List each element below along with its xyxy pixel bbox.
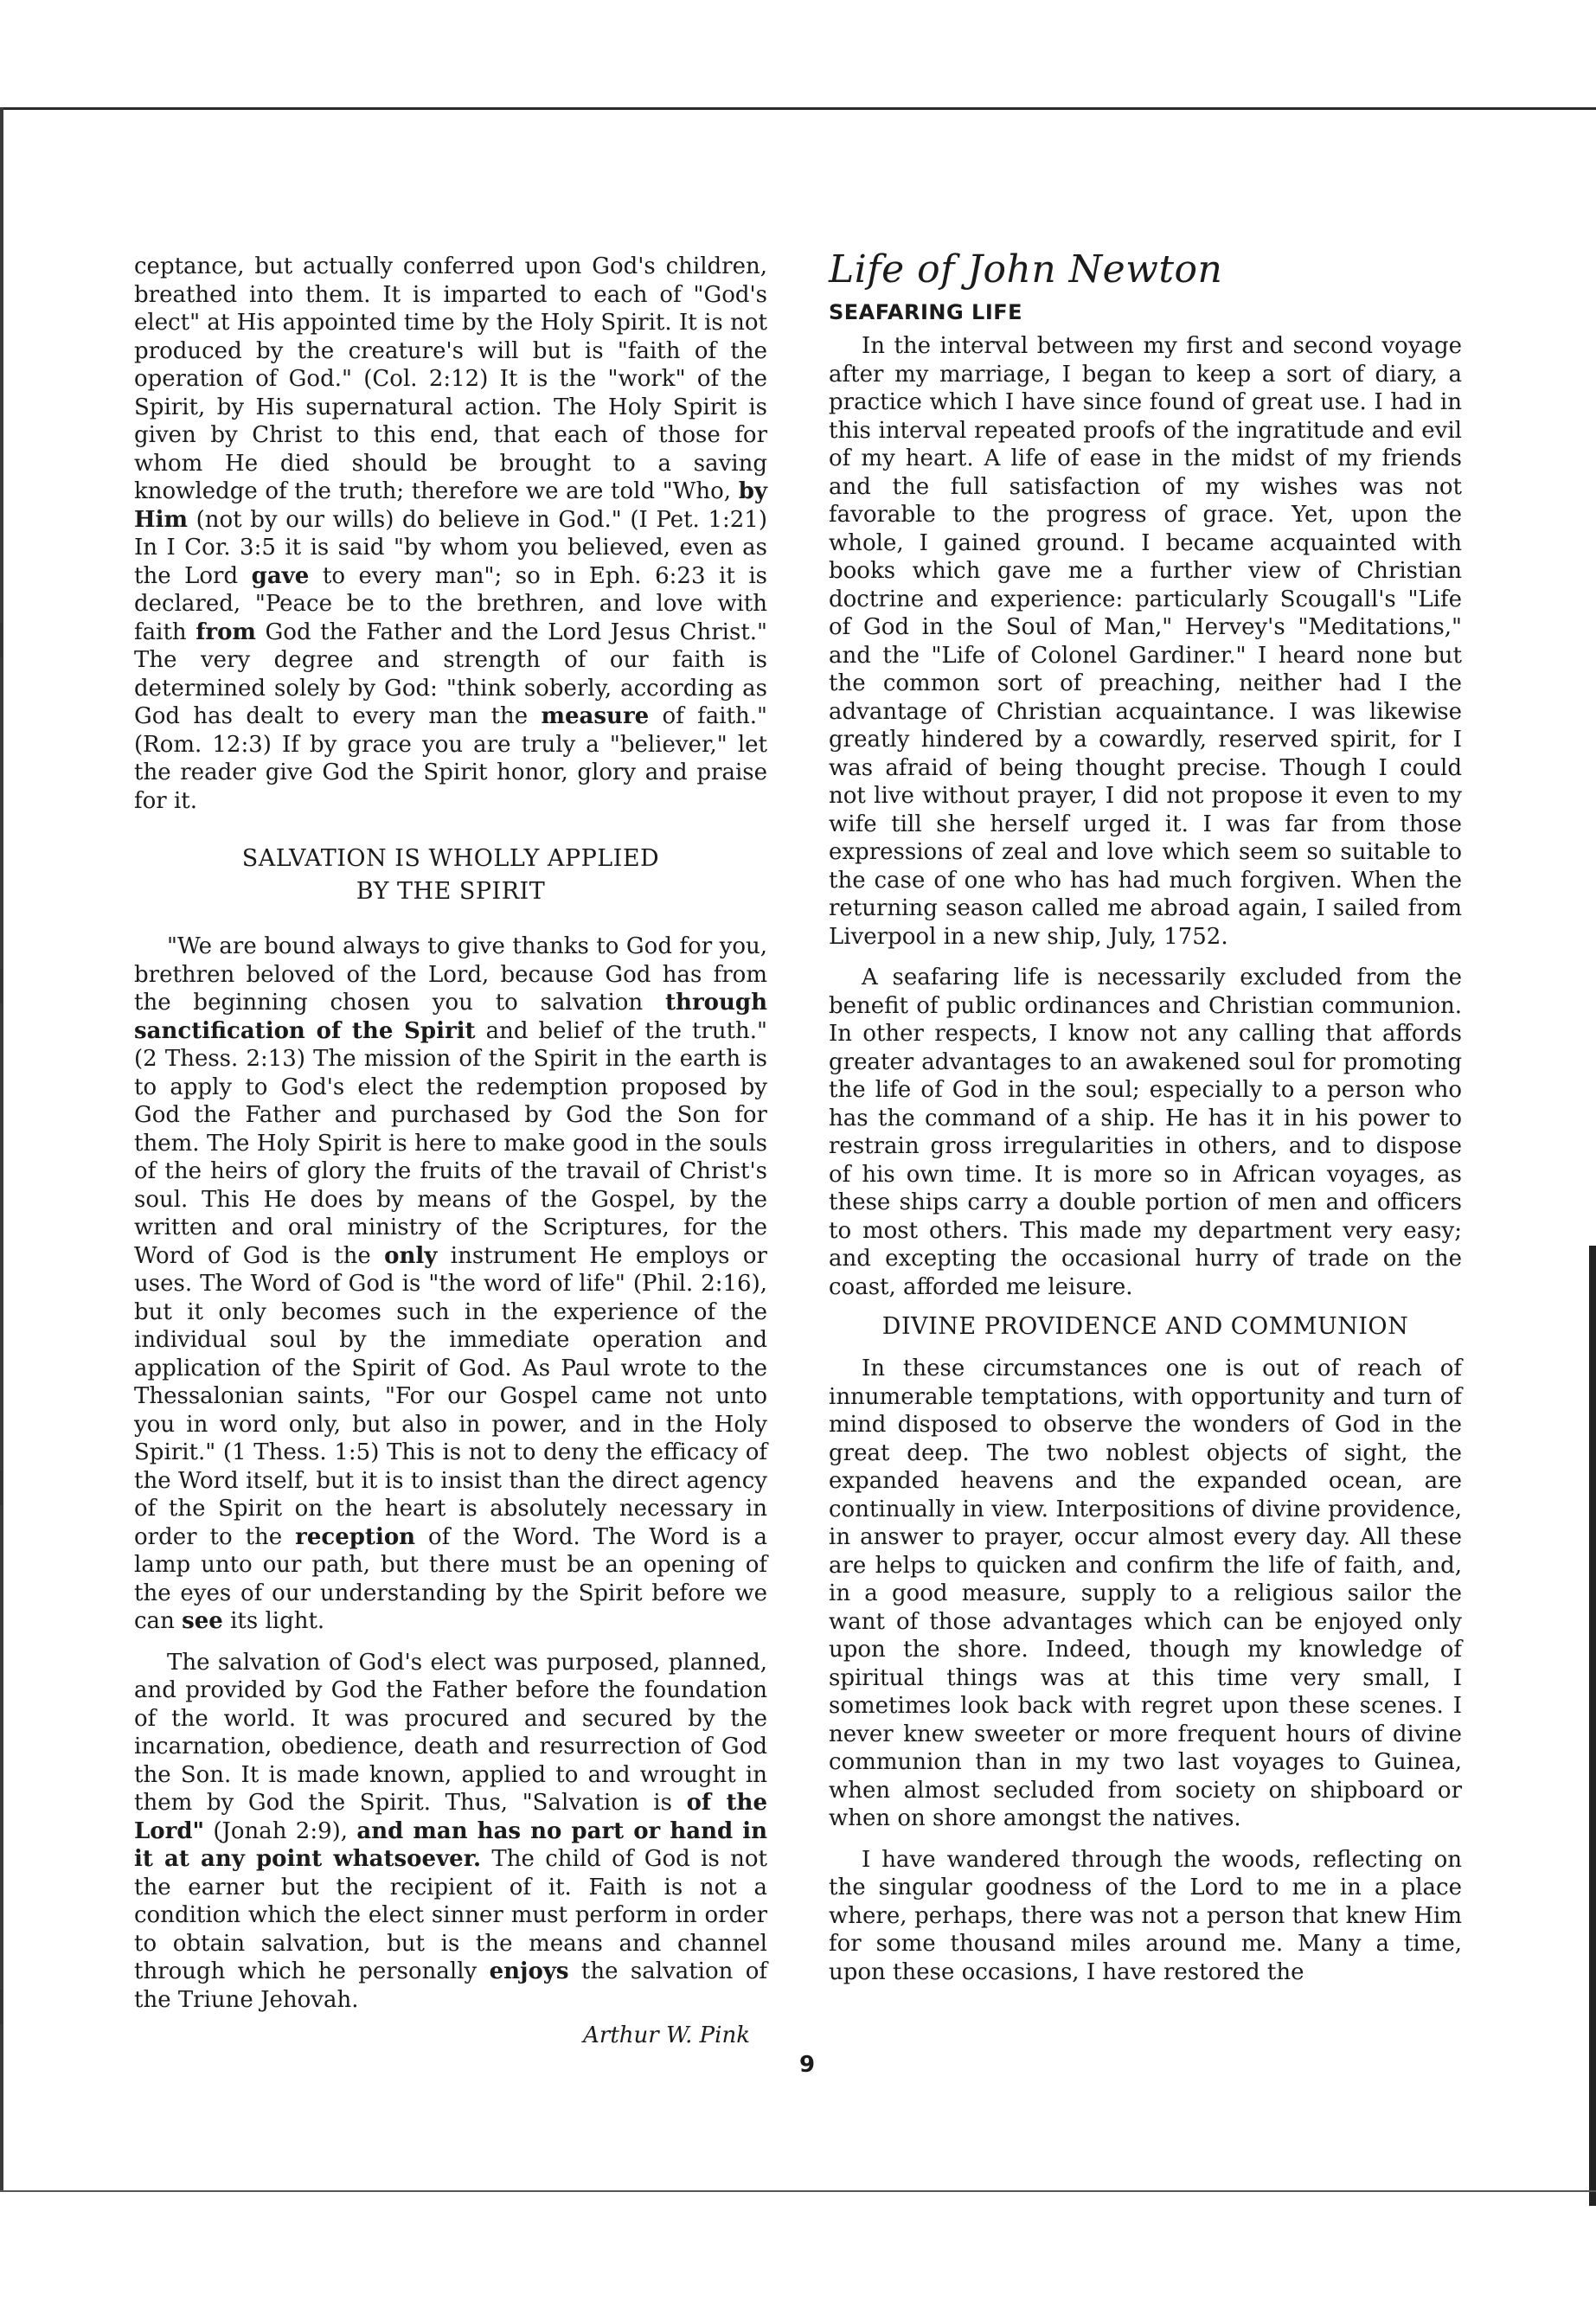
bold-text: see — [182, 1608, 223, 1634]
text-run: the salvation of the Triune Jehovah. — [134, 1958, 767, 2013]
left-paragraph-2 — [134, 933, 767, 1636]
text-run: The salvation of God's elect was purposed, planned, and provided by God the Father before the foundation of the world. It was procured and secured by the incarnation, obedience, death and resurrection of God the Son. It is made known, applied to and wrought in them by God the Spirit. Thus, "Salvation is — [134, 1649, 767, 1816]
bold-text: of the Lord" — [134, 1790, 768, 1844]
heading-line-1: SALVATION IS WHOLLY APPLIED — [241, 845, 660, 872]
scan-mark — [0, 1471, 3, 1505]
right-column — [829, 247, 1462, 1986]
right-paragraph-1: In the interval between my first and second voyage after my marriage, I began to keep a sort of diary, a practice which I have since found of great use. I had in this interval repeated proofs of the ingratitude and evil of my heart. A life of ease in the midst of my friends and the full satisfaction of my wishes was not favorable to the progress of grace. Yet, upon the whole, I gained ground. I became acquainted with books which gave me a further view of Christian doctrine and experience: particularly Scougall's "Life of God in the Soul of Man," Hervey's "Meditations," and the "Life of Colonel Gardiner." I heard none but the common sort of preaching, neither had I the advantage of Christian acquaintance. I was likewise greatly hindered by a cowardly, reserved spirit, for I was afraid of being thought precise. Though I could not live without prayer, I did not propose it even to my wife till she herself urged it. I was far from those expressions of zeal and love which seem so suitable to the case of one who has had much forgiven. When the returning season called me abroad again, I sailed from Liverpool in a new ship, July, 1752. — [829, 333, 1462, 950]
scan-mark — [0, 623, 3, 657]
text-run: and belief of the truth." (2 Thess. 2:13) The mission of the Spirit in the earth is to apply to God's elect the redemption proposed by God the Father and purchased by God the Son for them. The Holy Spirit is here to make good in the souls of the heirs of glory the fruits of the travail of Christ's soul. This He does by means of the Gospel, by the written and oral ministry of the Scriptures, for the Word of God is the — [134, 1017, 768, 1269]
bold-text: measure — [541, 703, 650, 729]
scan-mark — [0, 969, 3, 1003]
bold-text: gave — [251, 562, 310, 589]
bold-text: through sanctification of the Spirit — [134, 990, 767, 1044]
top-border-rule — [0, 107, 1596, 110]
left-paragraph-3 — [134, 1649, 767, 2015]
bottom-border-rule — [0, 2190, 1596, 2192]
right-page-edge — [1589, 1246, 1596, 2206]
text-run: to every man"; so in Eph. 6:23 it is declared, "Peace be to the brethren, and love with faith — [134, 562, 767, 645]
scan-mark — [0, 1990, 3, 2024]
section-heading-salvation — [134, 843, 767, 908]
text-run: ceptance, but actually conferred upon God's children, breathed into them. It is imparted to each of "God's elect" at His appointed time by the Holy Spirit. It is not produced by the creature's will but is "faith of the operation of God." (Col. 2:12) It is the "work" of the Spirit, by His supernatural action. The Holy Spirit is given by Christ to this end, that each of those for whom He died should be brought to a saving knowledge of the truth; therefore we are told "Who, — [134, 253, 767, 504]
text-run: "We are bound always to give thanks to God for you, brethren beloved of the Lord, because God has from the beginning chosen you to salvation — [134, 933, 767, 1016]
left-column — [134, 253, 767, 2050]
right-paragraph-3: In these circumstances one is out of reach of innumerable temptations, with opportunity and turn of mind disposed to observe the wonders of God in the great deep. The two noblest objects of sight, the expanded heavens and the expanded ocean, are continually in view. Interpositions of divine providence, in answer to prayer, occur almost every day. All these are helps to quicken and confirm the life of faith, and, in a good measure, supply to a religious sailor the want of those advantages which can be enjoyed only upon the shore. Indeed, though my knowledge of spiritual things was at this time very small, I sometimes look back with regret upon these scenes. I never knew sweeter or more frequent hours of divine communion than in my two last voyages to Guinea, when almost secluded from society on shipboard or when on shore amongst the natives. — [829, 1356, 1462, 1831]
heading-line-2: BY THE SPIRIT — [356, 878, 546, 905]
text-run: of faith." (Rom. 12:3) If by grace you are truly a "believer," let the reader give God the Spirit honor, glory and praise for it. — [134, 703, 767, 814]
text-run: instrument He employs or uses. The Word of God is "the word of life" (Phil. 2:16), but it only becomes such in the experience of the individual soul by the immediate operation and application of the Spirit of God. As Paul wrote to the Thessalonian saints, "For our Gospel came not unto you in word only, but also in power, and in the Holy Spirit." (1 Thess. 1:5) This is not to deny the efficacy of the Word itself, but it is to insist than the direct agency of the Spirit on the heart is absolutely necessary in order to the — [134, 1242, 767, 1550]
text-run: (Jonah 2:9), — [204, 1817, 357, 1844]
author-signature: Arthur W. Pink — [583, 2022, 750, 2048]
text-run: The child of God is not the earner but the recipient of it. Faith is not a condition which the elect sinner must perform in order to obtain salvation, but is the means and channel through which he personally — [134, 1846, 767, 1984]
right-paragraph-4: I have wandered through the woods, reflecting on the singular goodness of the Lord to me in a place where, perhaps, there was not a person that knew Him for some thousand miles around me. Many a time, upon these occasions, I have restored the — [829, 1846, 1462, 1985]
right-paragraph-2: A seafaring life is necessarily excluded from the benefit of public ordinances and Christian communion. In other respects, I know not any calling that affords greater advantages to an awakened soul for promoting the life of God in the soul; especially to a person who has the command of a ship. He has it in his power to restrain gross irregularities in others, and to dispose of his own time. It is more so in African voyages, as these ships carry a double portion of men and officers to most others. This made my department very easy; and excepting the occasional hurry of trade on the coast, afforded me leisure. — [829, 965, 1462, 1300]
text-run: (not by our wills) do believe in God." (I Pet. 1:21) In I Cor. 3:5 it is said "by whom you believed, even as the Lord — [134, 506, 767, 589]
bold-text: only — [384, 1242, 438, 1269]
page-number: 9 — [798, 2052, 816, 2078]
bold-text: by Him — [134, 478, 767, 533]
subheading-seafaring-life: SEAFARING LIFE — [829, 300, 1023, 324]
bold-text: from — [195, 619, 256, 645]
text-run: God the Father and the Lord Jesus Christ." The very degree and strength of our faith is determined solely by God: "think soberly, according as God has dealt to every man the — [134, 619, 767, 729]
text-run: of the Word. The Word is a lamp unto our path, but there must be an opening of the eyes of our understanding by the Spirit before we can — [134, 1523, 767, 1634]
bold-text: and man has no part or hand in it at any point whatsoever. — [134, 1817, 767, 1872]
bold-text: enjoys — [489, 1958, 569, 1984]
text-run: its light. — [222, 1608, 325, 1634]
article-title: Life of John Newton — [829, 247, 1223, 292]
left-paragraph-1 — [134, 253, 767, 815]
section-heading-providence: DIVINE PROVIDENCE AND COMMUNION — [881, 1313, 1409, 1340]
bold-text: reception — [295, 1523, 416, 1550]
left-page-edge — [0, 107, 3, 2192]
